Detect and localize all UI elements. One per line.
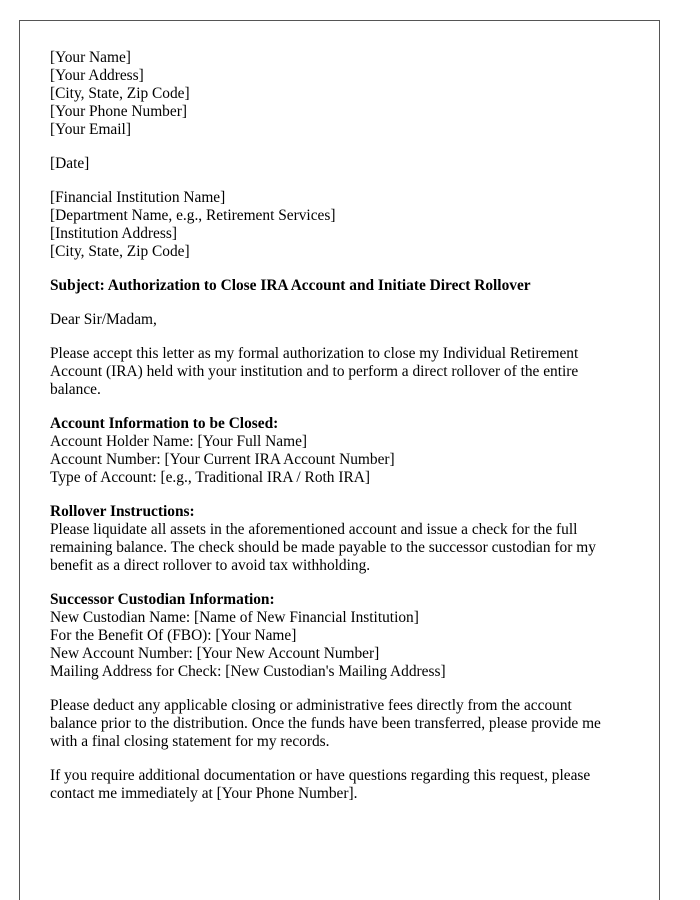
successor-mailing-line: Mailing Address for Check: [New Custodian's Mailing Address] — [50, 663, 446, 680]
subject-line: Subject: Authorization to Close IRA Account and Initiate Direct Rollover — [50, 277, 531, 294]
successor-heading: Successor Custodian Information: — [50, 591, 275, 608]
sender-name: [Your Name] — [50, 49, 131, 66]
sender-phone: [Your Phone Number] — [50, 103, 187, 120]
rollover-heading: Rollover Instructions: — [50, 503, 195, 520]
successor-account-line: New Account Number: [Your New Account Number] — [50, 645, 380, 662]
rollover-line: Please liquidate all assets in the aforementioned account and issue a check for the full — [50, 521, 578, 538]
sender-email: [Your Email] — [50, 121, 131, 138]
intro-line: Account (IRA) held with your institution and to perform a direct rollover of the entire — [50, 363, 579, 380]
sender-city-state-zip: [City, State, Zip Code] — [50, 85, 190, 102]
intro-paragraph — [50, 345, 640, 399]
account-info-section — [50, 415, 640, 487]
fees-paragraph — [50, 697, 640, 751]
salutation: Dear Sir/Madam, — [50, 311, 157, 328]
sender-address: [Your Address] — [50, 67, 144, 84]
sender-block — [50, 49, 640, 139]
fees-line: with a final closing statement for my records. — [50, 733, 330, 750]
subject-block — [50, 277, 640, 295]
salutation-block — [50, 311, 640, 329]
successor-fbo-line: For the Benefit Of (FBO): [Your Name] — [50, 627, 297, 644]
account-holder-line: Account Holder Name: [Your Full Name] — [50, 433, 308, 450]
fees-line: balance prior to the distribution. Once the funds have been transferred, please provide me — [50, 715, 601, 732]
account-info-heading: Account Information to be Closed: — [50, 415, 279, 432]
closing-paragraph — [50, 767, 640, 803]
recipient-address: [Institution Address] — [50, 225, 177, 242]
account-type-line: Type of Account: [e.g., Traditional IRA / Roth IRA] — [50, 469, 370, 486]
account-number-line: Account Number: [Your Current IRA Account Number] — [50, 451, 395, 468]
letter-page — [19, 20, 660, 900]
intro-line: balance. — [50, 381, 101, 398]
rollover-line: remaining balance. The check should be made payable to the successor custodian for my — [50, 539, 596, 556]
date-block — [50, 155, 640, 173]
recipient-block — [50, 189, 640, 261]
letter-body — [50, 49, 640, 803]
fees-line: Please deduct any applicable closing or administrative fees directly from the account — [50, 697, 572, 714]
rollover-section — [50, 503, 640, 575]
recipient-department: [Department Name, e.g., Retirement Services] — [50, 207, 336, 224]
recipient-institution: [Financial Institution Name] — [50, 189, 226, 206]
successor-custodian-line: New Custodian Name: [Name of New Financial Institution] — [50, 609, 419, 626]
recipient-city-state-zip: [City, State, Zip Code] — [50, 243, 190, 260]
closing-line: contact me immediately at [Your Phone Number]. — [50, 785, 358, 802]
rollover-line: benefit as a direct rollover to avoid tax withholding. — [50, 557, 371, 574]
closing-line: If you require additional documentation or have questions regarding this request, please — [50, 767, 591, 784]
letter-date: [Date] — [50, 155, 90, 172]
successor-section — [50, 591, 640, 681]
intro-line: Please accept this letter as my formal authorization to close my Individual Retirement — [50, 345, 579, 362]
